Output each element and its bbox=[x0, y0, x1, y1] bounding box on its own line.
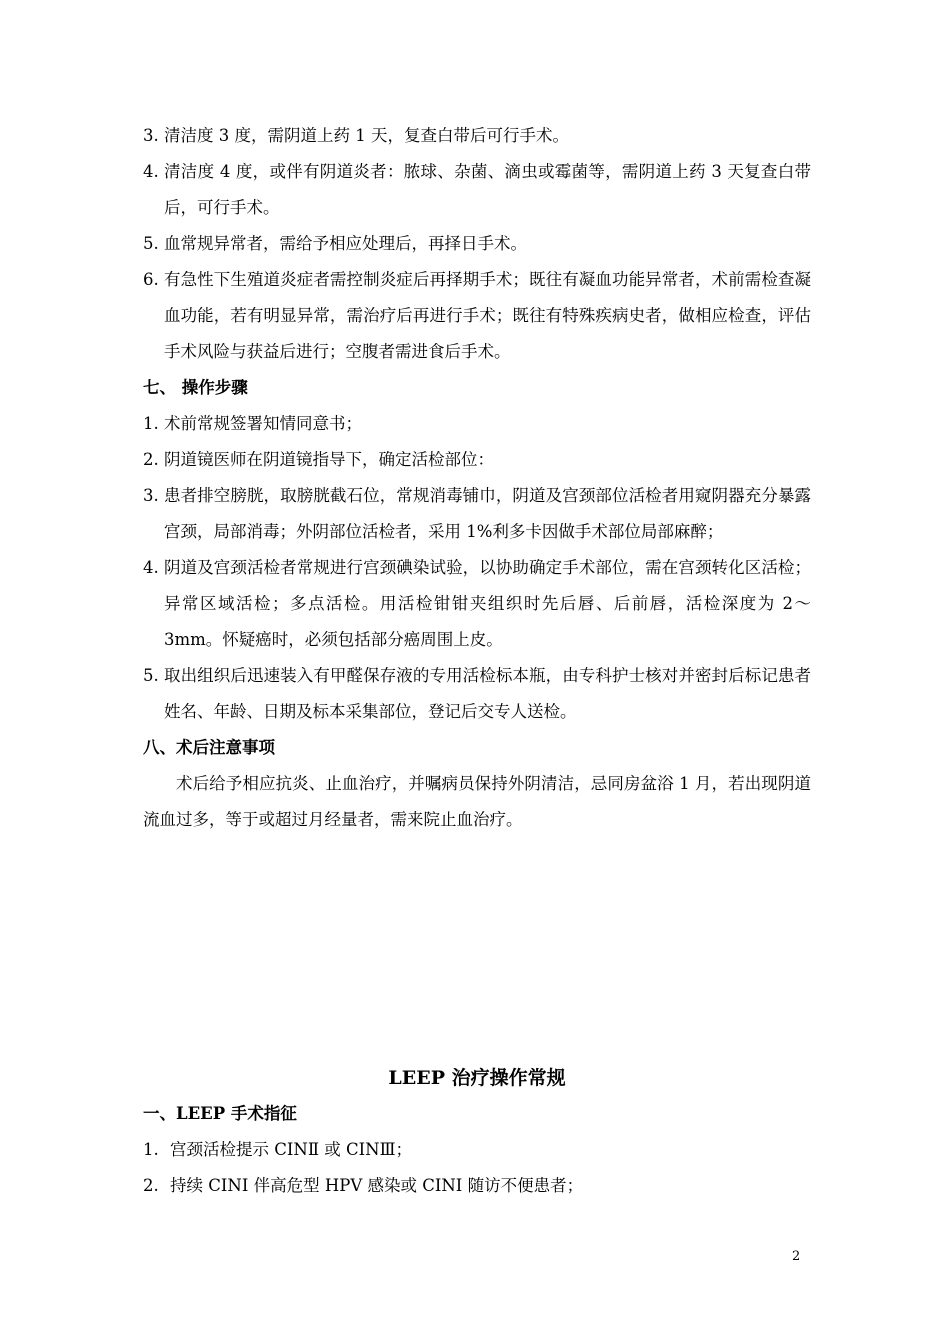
item-text: 有急性下生殖道炎症者需控制炎症后再择期手术；既往有凝血功能异常者，术前需检查凝血功能，若有明显异常，需治疗后再进行手术；既往有特殊疾病史者，做相应检查，评估手术风险与获益后进行；空腹者需进食后手术。 bbox=[164, 270, 811, 361]
list-item bbox=[143, 406, 811, 442]
leep-content bbox=[143, 1096, 811, 1204]
item-number: 1. bbox=[143, 414, 159, 433]
item-number: 1. bbox=[143, 1140, 159, 1159]
item-text: 清洁度 3 度，需阴道上药 1 天，复查白带后可行手术。 bbox=[164, 126, 569, 145]
list-item bbox=[143, 442, 811, 478]
list-item bbox=[143, 226, 811, 262]
item-text: 取出组织后迅速装入有甲醛保存液的专用活检标本瓶，由专科护士核对并密封后标记患者姓名、年龄、日期及标本采集部位，登记后交专人送检。 bbox=[164, 666, 811, 721]
item-number: 6. bbox=[143, 270, 159, 289]
list-item bbox=[143, 658, 811, 730]
item-number: 2. bbox=[143, 450, 159, 469]
item-text: 阴道及宫颈活检者常规进行宫颈碘染试验，以协助确定手术部位，需在宫颈转化区活检；异常区域活检；多点活检。用活检钳钳夹组织时先后唇、后前唇，活检深度为 2～3mm。怀疑癌时，必须包括部分癌周围上皮。 bbox=[164, 558, 811, 649]
item-text: 持续 CINⅠ 伴高危型 HPV 感染或 CINⅠ 随访不便患者； bbox=[170, 1176, 584, 1195]
list-item bbox=[143, 478, 811, 550]
item-text: 血常规异常者，需给予相应处理后，再择日手术。 bbox=[164, 234, 527, 253]
postoperative-paragraph: 术后给予相应抗炎、止血治疗，并嘱病员保持外阴清洁，忌同房盆浴 1 月，若出现阴道流血过多，等于或超过月经量者，需来院止血治疗。 bbox=[143, 774, 811, 829]
item-number: 5. bbox=[143, 666, 159, 685]
section-heading-operation-steps: 七、 操作步骤 bbox=[143, 378, 248, 397]
list-item bbox=[143, 1168, 811, 1204]
item-number: 5. bbox=[143, 234, 159, 253]
item-text: 患者排空膀胱，取膀胱截石位，常规消毒铺巾，阴道及宫颈部位活检者用窥阴器充分暴露宫颈，局部消毒；外阴部位活检者，采用 1%利多卡因做手术部位局部麻醉； bbox=[164, 486, 811, 541]
item-text: 阴道镜医师在阴道镜指导下，确定活检部位： bbox=[164, 450, 494, 469]
item-text: 宫颈活检提示 CINⅡ 或 CINⅢ； bbox=[170, 1140, 413, 1159]
item-text: 清洁度 4 度，或伴有阴道炎者：脓球、杂菌、滴虫或霉菌等，需阴道上药 3 天复查白带后，可行手术。 bbox=[164, 162, 811, 217]
list-item bbox=[143, 1132, 811, 1168]
list-item bbox=[143, 550, 811, 658]
item-number: 4. bbox=[143, 558, 159, 577]
item-number: 3. bbox=[143, 126, 159, 145]
item-text: 术前常规签署知情同意书； bbox=[164, 414, 362, 433]
page-number: 2 bbox=[792, 1249, 801, 1264]
item-number: 2. bbox=[143, 1176, 159, 1195]
section-heading-leep-indications: 一、LEEP 手术指征 bbox=[143, 1104, 297, 1123]
item-number: 4. bbox=[143, 162, 159, 181]
document-title: LEEP 治疗操作常规 bbox=[388, 1067, 566, 1089]
list-item bbox=[143, 262, 811, 370]
section-heading-postoperative-notes: 八、术后注意事项 bbox=[143, 738, 275, 757]
list-item bbox=[143, 154, 811, 226]
item-number: 3. bbox=[143, 486, 159, 505]
list-item bbox=[143, 118, 811, 154]
main-content bbox=[143, 118, 811, 838]
